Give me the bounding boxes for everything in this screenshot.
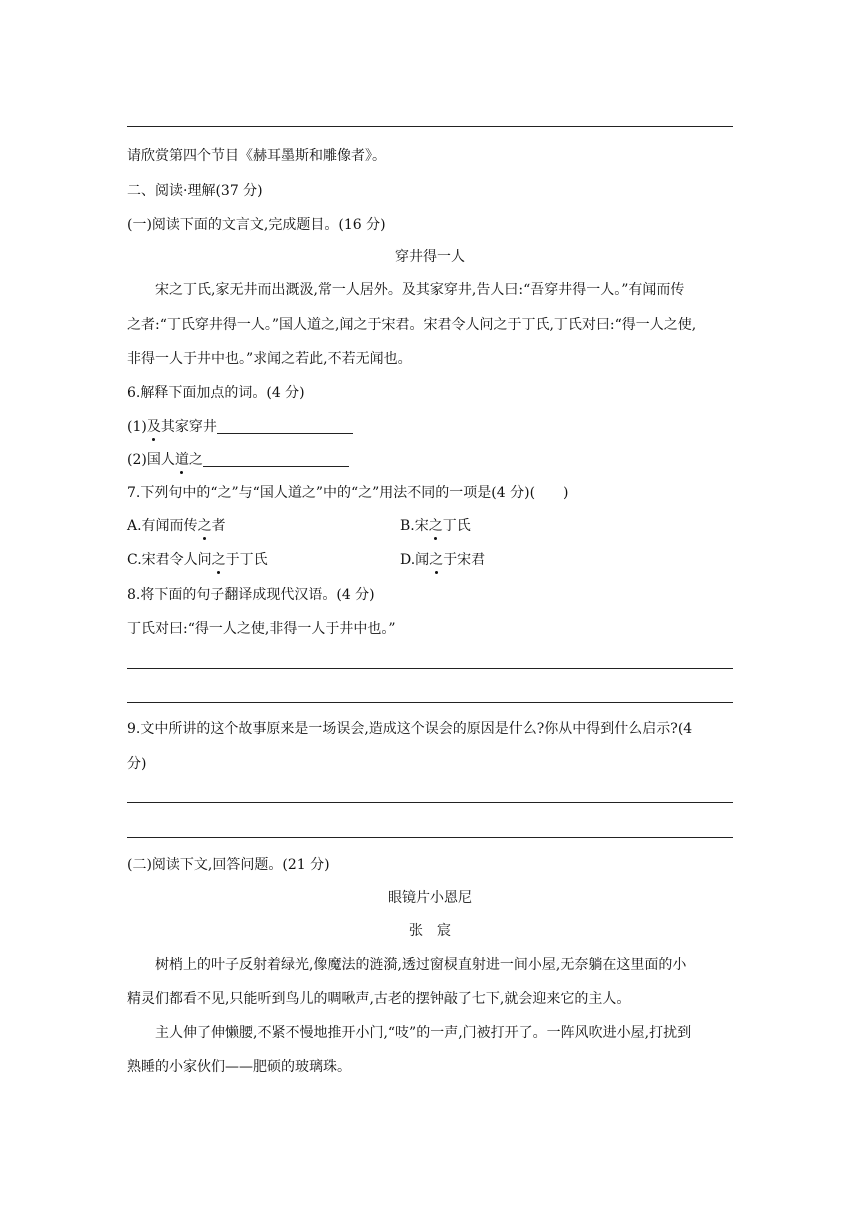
article-line: 熟睡的小家伙们——肥硕的玻璃珠。: [127, 1059, 351, 1075]
article-line: 主人伸了伸懒腰,不紧不慢地推开小门,“吱”的一声,门被打开了。一阵风吹进小屋,打扰到: [155, 1025, 692, 1041]
q6-item1-prefix: (1): [127, 419, 147, 435]
q8-answer-line[interactable]: [127, 702, 733, 703]
passage-title: 穿井得一人: [395, 249, 465, 265]
article-title: 眼镜片小恩尼: [388, 890, 472, 906]
q8-prompt: 8.将下面的句子翻译成现代汉语。(4 分): [127, 587, 375, 603]
q6-prompt: 6.解释下面加点的词。(4 分): [127, 385, 305, 401]
dotted-char: 之: [428, 518, 443, 534]
q6-item2-answer-blank[interactable]: [203, 452, 349, 467]
dotted-char: 之: [197, 518, 212, 534]
q7-prompt: 7.下列句中的“之”与“国人道之”中的“之”用法不同的一项是(4 分)( ): [127, 485, 569, 501]
article-author: 张 宸: [409, 923, 451, 939]
option-text: D.闻: [400, 552, 430, 568]
q9-prompt: 9.文中所讲的这个故事原来是一场误会,造成这个误会的原因是什么?你从中得到什么启示?(4: [127, 721, 693, 737]
q6-item2: [127, 451, 349, 469]
q6-item1-text: 其家穿井: [160, 419, 217, 435]
q8-sentence: 丁氏对曰:“得一人之使,非得一人于井中也。”: [127, 621, 396, 637]
q7-option-c[interactable]: [127, 551, 268, 569]
option-text: A.有闻而传: [127, 518, 198, 534]
dotted-char: 之: [211, 552, 226, 568]
article-line: 树梢上的叶子反射着绿光,像魔法的涟漪,透过窗棂直射进一间小屋,无奈躺在这里面的小: [155, 957, 687, 973]
passage-line: 宋之丁氏,家无井而出溉汲,常一人居外。及其家穿井,告人曰:“吾穿井得一人。”有闻而传: [155, 282, 685, 298]
dotted-char: 道: [174, 452, 189, 468]
q9-prompt-cont: 分): [127, 756, 147, 772]
q6-item2-text: 之: [188, 452, 203, 468]
option-text: C.宋君令人问: [127, 552, 212, 568]
q8-answer-line[interactable]: [127, 668, 733, 669]
q7-option-d[interactable]: [400, 551, 485, 569]
intro-line: 请欣赏第四个节目《赫耳墨斯和雕像者》。: [127, 148, 386, 164]
dotted-char: 之: [429, 552, 444, 568]
q9-answer-line[interactable]: [127, 802, 733, 803]
part1-heading: (一)阅读下面的文言文,完成题目。(16 分): [127, 217, 386, 233]
q7-option-a[interactable]: [127, 517, 226, 535]
option-text: 于宋君: [443, 552, 486, 568]
article-line: 精灵们都看不见,只能听到鸟儿的啁啾声,古老的摆钟敲了七下,就会迎来它的主人。: [127, 991, 631, 1007]
option-text: 者: [211, 518, 226, 534]
option-text: 丁氏: [442, 518, 471, 534]
q6-item1-answer-blank[interactable]: [217, 419, 353, 434]
header-rule: [127, 126, 733, 127]
q9-answer-line[interactable]: [127, 837, 733, 838]
q6-item1: [127, 418, 353, 436]
section-heading: 二、阅读·理解(37 分): [127, 183, 263, 199]
q7-option-b[interactable]: [400, 517, 471, 535]
part2-heading: (二)阅读下文,回答问题。(21 分): [127, 857, 330, 873]
q6-item2-prefix: (2)国人: [127, 452, 175, 468]
option-text: 于丁氏: [225, 552, 268, 568]
passage-line: 非得一人于井中也。”求闻之若此,不若无闻也。: [127, 351, 412, 367]
dotted-char: 及: [146, 419, 161, 435]
passage-line: 之者:“丁氏穿井得一人。”国人道之,闻之于宋君。宋君令人问之于丁氏,丁氏对曰:“得一人之使,: [127, 317, 697, 333]
option-text: B.宋: [400, 518, 429, 534]
